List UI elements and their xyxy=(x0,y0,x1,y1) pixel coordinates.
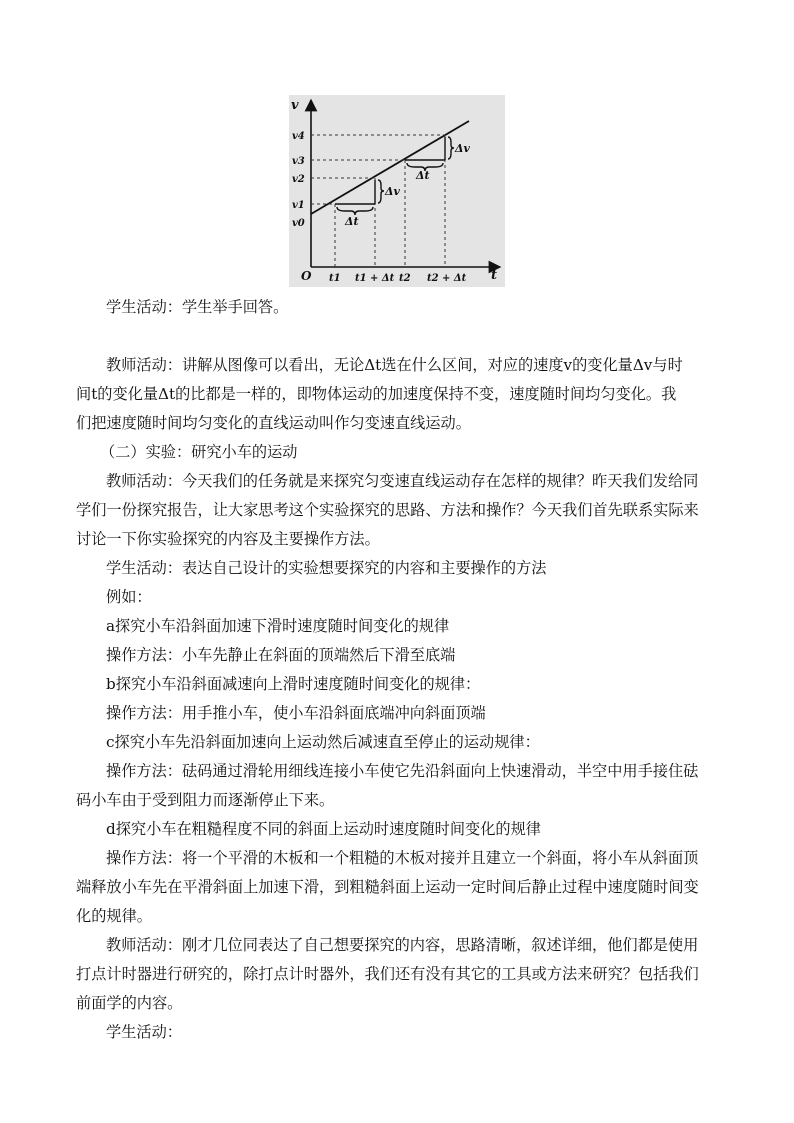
label-v4: v4 xyxy=(292,131,305,142)
line-example: 例如： xyxy=(106,588,152,606)
line-item-d-method-2: 端释放小车先在平滑斜面上加速下滑，到粗糙斜面上运动一定时间后静止过程中速度随时间变 xyxy=(76,878,699,896)
line-student-answer: 学生活动：学生举手回答。 xyxy=(106,298,289,316)
line-student-activity: 学生活动： xyxy=(106,1023,182,1041)
label-v3: v3 xyxy=(292,156,305,167)
vt-graph-svg xyxy=(289,95,505,287)
line-item-c: c探究小车先沿斜面加速向上运动然后减速直至停止的运动规律： xyxy=(106,733,540,751)
line-teacher-task-2: 学们一份探究报告，让大家思考这个实验探究的思路、方法和操作？今天我们首先联系实际来 xyxy=(76,501,699,519)
brace-dt1 xyxy=(337,207,373,215)
line-teacher-task-3: 讨论一下你实验探究的内容及主要操作方法。 xyxy=(76,530,380,548)
origin-label: O xyxy=(301,269,312,283)
label-dv1: Δv xyxy=(385,185,400,198)
line-item-d-method-1: 操作方法：将一个平滑的木板和一个粗糙的木板对接并且建立一个斜面，将小车从斜面顶 xyxy=(106,849,699,867)
line-item-b-method: 操作方法：用手推小车，使小车沿斜面底端冲向斜面顶端 xyxy=(106,704,486,722)
line-teacher-summary-1: 教师活动：刚才几位同表达了自己想要探究的内容，思路清晰，叙述详细，他们都是使用 xyxy=(106,936,699,954)
label-v0: v0 xyxy=(292,218,305,229)
section-heading-experiment: （二）实验：研究小车的运动 xyxy=(100,443,298,461)
line-item-d-method-3: 化的规律。 xyxy=(76,907,152,925)
axis-v-label: v xyxy=(291,98,299,113)
line-teacher-explain-1: 教师活动：讲解从图像可以看出，无论Δt选在什么区间，对应的速度v的变化量Δv与时 xyxy=(106,356,683,374)
line-teacher-task-1: 教师活动：今天我们的任务就是来探究匀变速直线运动存在怎样的规律？昨天我们发给同 xyxy=(106,472,699,490)
line-item-d: d探究小车在粗糙程度不同的斜面上运动时速度随时间变化的规律 xyxy=(106,820,541,838)
label-dt2: Δt xyxy=(416,169,430,182)
line-item-c-method-2: 码小车由于受到阻力而逐渐停止下来。 xyxy=(76,791,335,809)
label-dv2: Δv xyxy=(455,142,470,155)
brace-dv2 xyxy=(448,137,454,159)
line-teacher-explain-2: 间t的变化量Δt的比都是一样的，即物体运动的加速度保持不变，速度随时间均匀变化。我 xyxy=(76,385,677,403)
line-teacher-explain-3: 们把速度随时间均匀变化的直线运动叫作匀变速直线运动。 xyxy=(76,414,471,432)
brace-dv1 xyxy=(378,180,384,203)
label-v1: v1 xyxy=(292,200,305,211)
label-dt1: Δt xyxy=(345,215,359,228)
line-item-a: a探究小车沿斜面加速下滑时速度随时间变化的规律 xyxy=(106,617,450,635)
line-teacher-summary-2: 打点计时器进行研究的，除打点计时器外，我们还有没有其它的工具或方法来研究？包括我们 xyxy=(76,965,699,983)
axis-t-label: t xyxy=(491,268,498,283)
line-student-express: 学生活动：表达自己设计的实验想要探究的内容和主要操作的方法 xyxy=(106,559,547,577)
label-v2: v2 xyxy=(292,174,305,185)
line-item-c-method-1: 操作方法：砝码通过滑轮用细线连接小车使它先沿斜面向上快速滑动，半空中用手接住砝 xyxy=(106,762,699,780)
label-t1: t1 xyxy=(329,273,341,284)
label-t2dt: t2 + Δt xyxy=(427,273,467,284)
line-item-a-method: 操作方法：小车先静止在斜面的顶端然后下滑至底端 xyxy=(106,646,456,664)
line-item-b: b探究小车沿斜面减速向上滑时速度随时间变化的规律： xyxy=(106,675,481,693)
line-teacher-summary-3: 前面学的内容。 xyxy=(76,994,183,1012)
label-t2: t2 xyxy=(399,273,411,284)
label-t1dt: t1 + Δt xyxy=(355,273,395,284)
velocity-time-graph xyxy=(289,95,505,287)
